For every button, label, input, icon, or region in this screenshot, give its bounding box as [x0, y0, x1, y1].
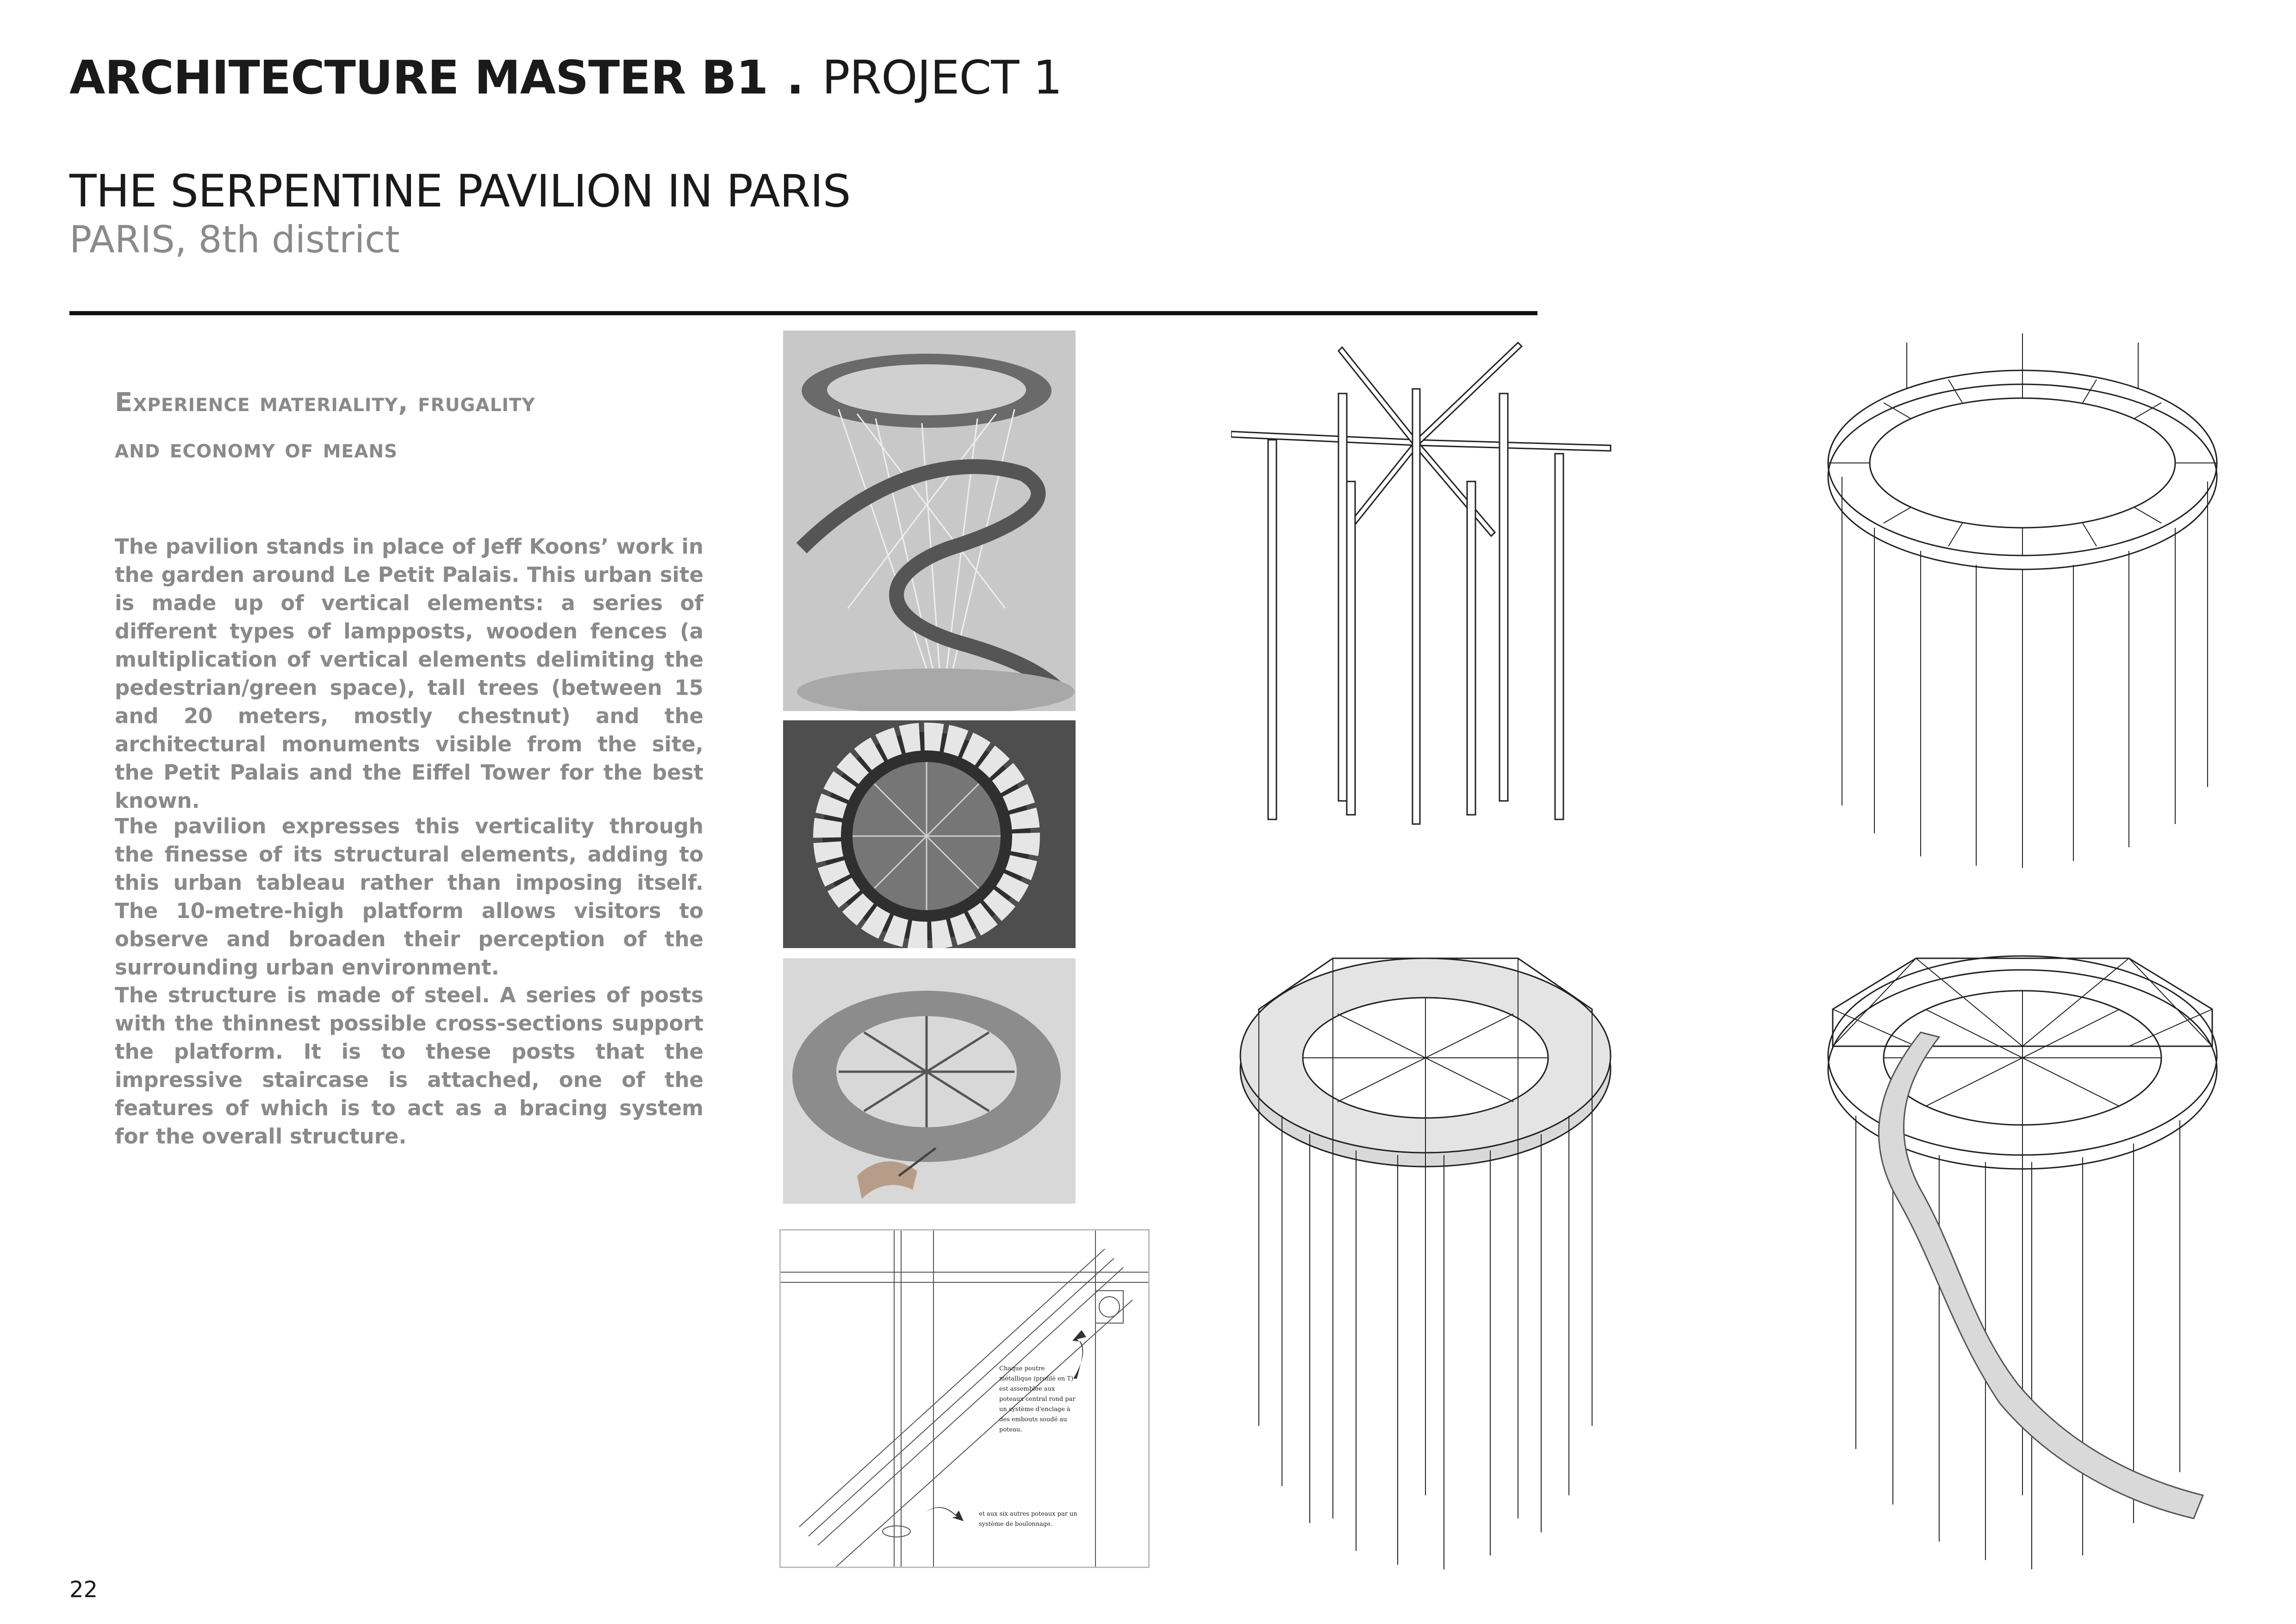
axonometric-platform-deck-graphic — [1231, 940, 1620, 1579]
body-paragraph-2: The pavilion expresses this verticality through the finesse of its structural elements, adding to this urban tableau rather than imposing itself. The 10-metre-high platform allows visitors to observe and broaden their perception of the surrounding urban environment. — [115, 814, 703, 980]
axonometric-structure-staircase-graphic — [1814, 940, 2231, 1579]
section-heading-line-1: Experience materiality, frugality — [115, 387, 535, 418]
project-location: PARIS, 8th district — [69, 218, 400, 261]
model-photo-ring — [783, 958, 1076, 1204]
section-heading — [115, 380, 726, 472]
model-photo-ring-graphic — [783, 958, 1076, 1204]
axonometric-central-post-graphic — [1231, 324, 1620, 843]
body-paragraph-3: The structure is made of steel. A series of posts with the thinnest possible cross-sections support the platform. It is to these posts that the impressive staircase is attached, one of the features of which is to act as a bracing system for the overall structure. — [115, 983, 703, 1149]
axonometric-ring-frame-graphic — [1814, 324, 2231, 870]
model-photo-spiral — [783, 331, 1076, 711]
section-heading-line-2: and economy of means — [115, 434, 398, 464]
project-title: THE SERPENTINE PAVILION IN PARIS — [69, 165, 851, 217]
axonometric-structure-staircase — [1814, 940, 2231, 1579]
detail-note-bolting: et aux six autres poteaux par un système de boulonnage. — [979, 1511, 1077, 1528]
axonometric-central-post — [1231, 324, 1620, 843]
title-separator: . — [786, 50, 804, 105]
course-title: ARCHITECTURE MASTER B1 — [69, 50, 768, 105]
body-paragraph-1: The pavilion stands in place of Jeff Koons’ work in the garden around Le Petit Palais. This urban site is made up of vertical elements: a series of different types of lampposts, wooden fences (a multiplication of vertical elements delimiting the pedestrian/green space), tall trees (between 15 and 20 meters, mostly chestnut) and the architectural monuments visible from the site, the Petit Palais and the Eiffel Tower for the best known. — [115, 534, 703, 813]
model-photo-top-view-graphic — [783, 720, 1076, 948]
structural-detail-graphic — [781, 1230, 1148, 1567]
model-photo-spiral-graphic — [783, 331, 1076, 711]
project-label: PROJECT 1 — [822, 50, 1062, 105]
axonometric-platform-deck — [1231, 940, 1620, 1579]
model-photo-top-view — [783, 720, 1076, 948]
axonometric-ring-frame — [1814, 324, 2231, 870]
detail-note-beam-connection: Chaque poutre métallique (profilé en T) est assemblée aux poteaux central rond par un système d'enclage à des embouts soudé au poteau. — [999, 1365, 1076, 1433]
page-number: 22 — [69, 1577, 98, 1603]
header-divider — [69, 311, 1537, 315]
header-title — [69, 50, 1062, 105]
structural-detail-drawing — [779, 1229, 1150, 1568]
